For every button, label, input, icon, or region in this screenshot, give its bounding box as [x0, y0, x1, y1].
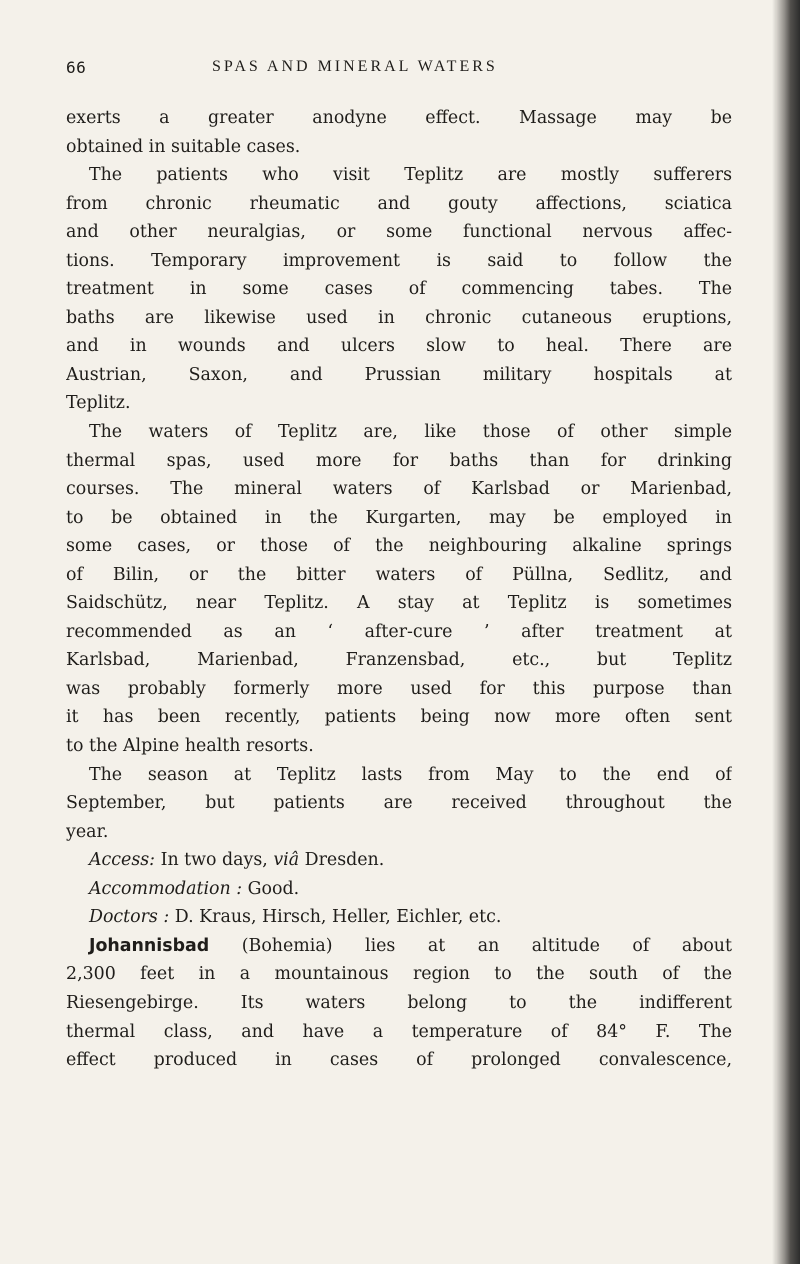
access-label: Access:: [89, 850, 156, 871]
text-line: The waters of Teplitz are, like those of other simple: [89, 422, 732, 443]
text-line: Austrian, Saxon, and Prussian military hospitals at: [66, 364, 732, 385]
accommodation-label: Accommodation :: [89, 878, 243, 899]
text-line: it has been recently, patients being now more often sent: [66, 707, 732, 728]
text-line: thermal class, and have a temperature of 84° F. The: [66, 1021, 732, 1042]
access-via: viâ: [273, 850, 300, 871]
text-line: effect produced in cases of prolonged convalescence,: [66, 1050, 732, 1071]
access-text: In two days,: [155, 850, 274, 871]
text-line: thermal spas, used more for baths than for drinking: [66, 450, 732, 471]
text-line: exerts a greater anodyne effect. Massage may be: [66, 108, 732, 128]
text-line: September, but patients are received throughout the: [66, 793, 732, 814]
text-line: obtained in suitable cases.: [66, 136, 301, 157]
access-destination: Dresden.: [299, 850, 385, 871]
text-line: Saidschütz, near Teplitz. A stay at Teplitz is sometimes: [66, 593, 732, 614]
accommodation-line: [66, 875, 732, 904]
johannisbad-text: (Bohemia) lies at an altitude of about: [209, 935, 732, 956]
text-line: to the Alpine health resorts.: [66, 736, 314, 757]
text-line: courses. The mineral waters of Karlsbad or Marienbad,: [66, 479, 732, 500]
text-line: was probably formerly more used for this purpose than: [66, 678, 732, 699]
text-line: baths are likewise used in chronic cutaneous eruptions,: [66, 307, 732, 328]
text-line: Riesengebirge. Its waters belong to the indifferent: [66, 992, 732, 1013]
page-edge: [776, 0, 800, 1264]
text-line: 2,300 feet in a mountainous region to the south of the: [66, 964, 732, 985]
text-line: Karlsbad, Marienbad, Franzensbad, etc., but Teplitz: [66, 650, 732, 671]
doctors-text: D. Kraus, Hirsch, Heller, Eichler, etc.: [169, 907, 502, 928]
text-line: from chronic rheumatic and gouty affections, sciatica: [66, 193, 732, 214]
text-line: Teplitz.: [66, 393, 131, 414]
text-line: The season at Teplitz lasts from May to the end of: [89, 764, 732, 785]
text-line: and in wounds and ulcers slow to heal. There are: [66, 336, 732, 357]
johannisbad-line: [66, 932, 732, 961]
text-line: tions. Temporary improvement is said to follow the: [66, 250, 732, 271]
body-text: [66, 104, 732, 1075]
accommodation-text: Good.: [242, 878, 300, 899]
text-line: some cases, or those of the neighbouring alkaline springs: [66, 536, 732, 557]
text-line: recommended as an ‘ after-cure ’ after treatment at: [66, 621, 732, 642]
text-line: and other neuralgias, or some functional nervous affec-: [66, 222, 732, 243]
page-number: 66: [66, 58, 87, 77]
doctors-line: [66, 903, 732, 932]
johannisbad-label: Johannisbad: [89, 935, 210, 956]
text-line: year.: [66, 821, 109, 842]
text-line: of Bilin, or the bitter waters of Püllna, Sedlitz, and: [66, 564, 732, 585]
text-line: to be obtained in the Kurgarten, may be employed in: [66, 507, 732, 528]
text-line: The patients who visit Teplitz are mostly sufferers: [89, 165, 732, 186]
text-line: treatment in some cases of commencing tabes. The: [66, 279, 732, 300]
access-line: [66, 846, 732, 875]
page-header: [66, 58, 730, 86]
running-head: SPAS AND MINERAL WATERS: [212, 58, 498, 75]
doctors-label: Doctors :: [89, 907, 170, 928]
